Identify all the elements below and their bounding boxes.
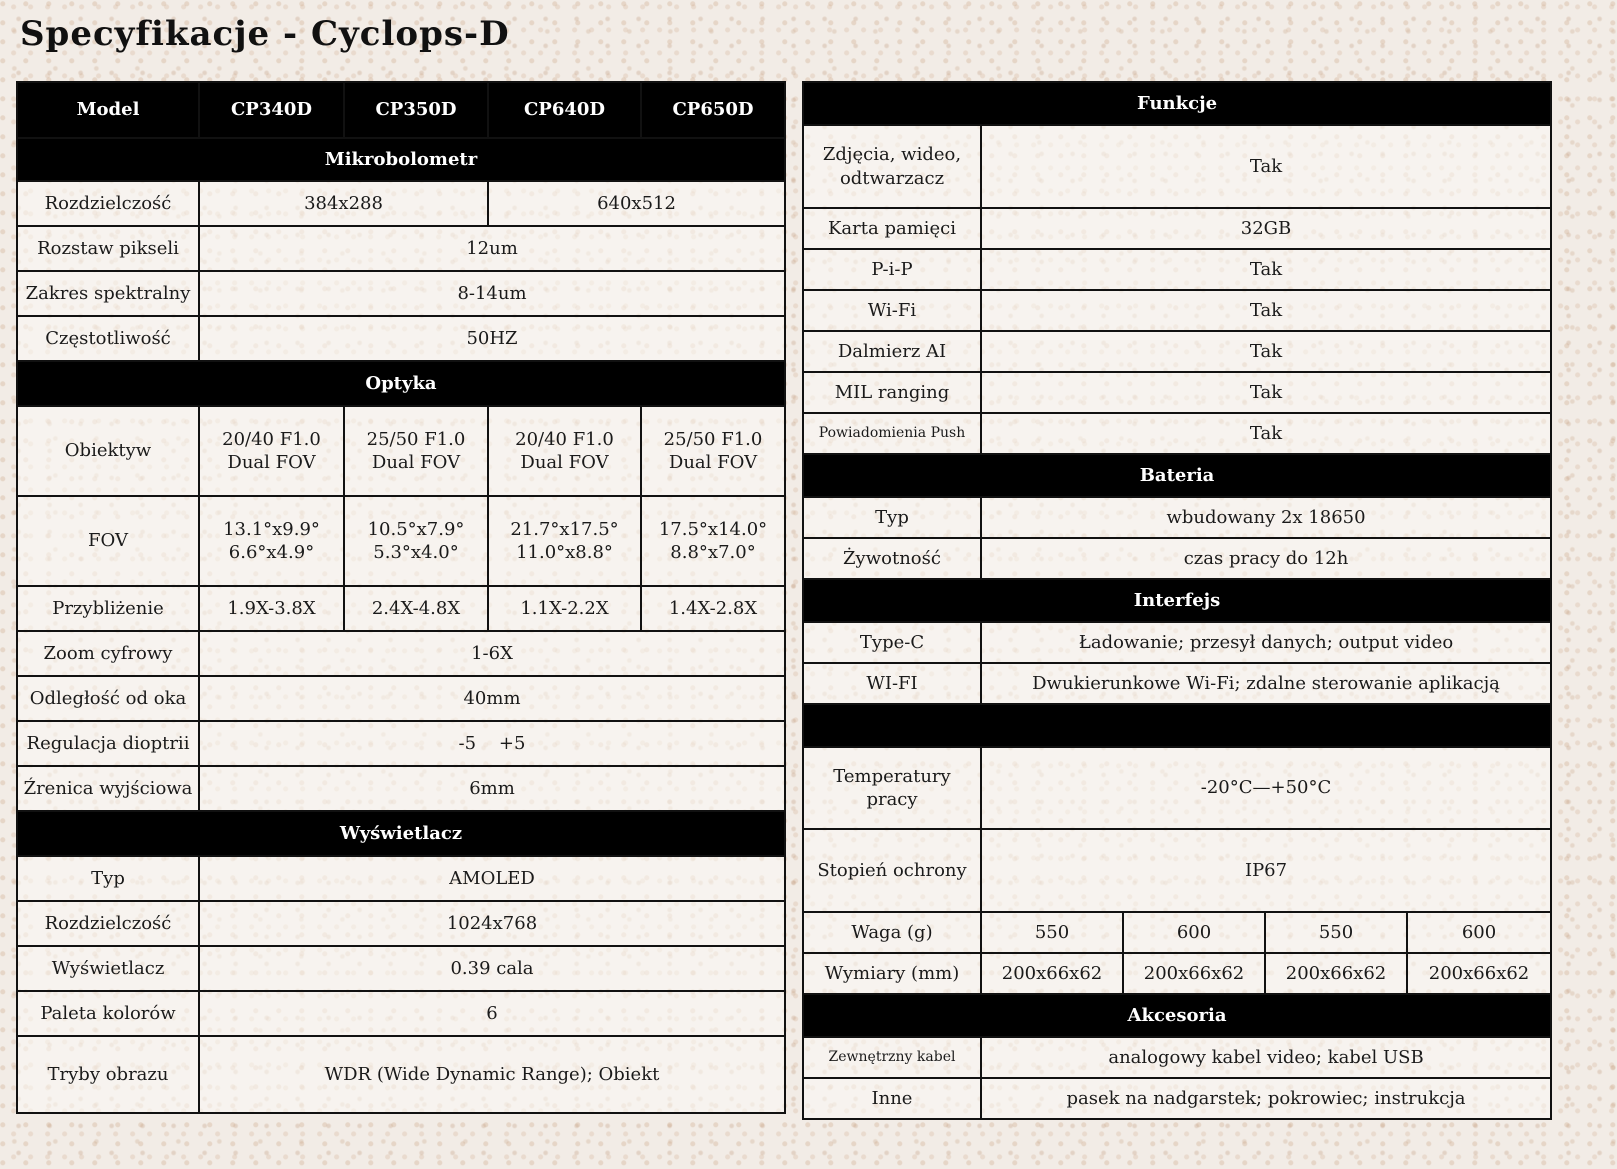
table-row (803, 413, 1551, 454)
row-label: WI-FI (803, 663, 981, 704)
cell-value: Tak (981, 249, 1551, 290)
cell-value: 550 (1265, 912, 1407, 953)
cell-value (344, 496, 488, 586)
section-header (17, 811, 785, 856)
cell-value: 1.4X-2.8X (641, 586, 785, 631)
section-funkcje: Funkcje (803, 82, 1551, 125)
table-row (803, 622, 1551, 663)
table-row (17, 676, 785, 721)
cell-line: 25/50 F1.0 (366, 428, 466, 450)
cell-line: 6.6°x4.9° (228, 542, 315, 563)
section-header (17, 138, 785, 181)
section-optyka: Optyka (17, 361, 785, 406)
cell-value: 6mm (199, 766, 785, 811)
cell-value (641, 406, 785, 496)
cell-value: 200x66x62 (1407, 953, 1551, 994)
cell-value: analogowy kabel video; kabel USB (981, 1037, 1551, 1078)
section-header (803, 454, 1551, 497)
row-label: Type-C (803, 622, 981, 663)
cell-line: 25/50 F1.0 (663, 428, 763, 450)
cell-value: -20°C—+50°C (981, 747, 1551, 829)
cell-value: 550 (981, 912, 1123, 953)
cell-value: WDR (Wide Dynamic Range); Obiekt (199, 1036, 785, 1113)
table-row (17, 271, 785, 316)
label-line: Temperatury (833, 765, 951, 787)
spec-table-left (16, 81, 786, 1114)
cell-value (199, 406, 344, 496)
cell-line: 20/40 F1.0 (515, 428, 614, 450)
cell-line: Dual FOV (668, 452, 758, 473)
row-label: FOV (17, 496, 199, 586)
table-row (803, 663, 1551, 704)
table-row (803, 1037, 1551, 1078)
row-label: Wi-Fi (803, 290, 981, 331)
cell-line: 13.1°x9.9° (223, 518, 320, 540)
cell-line: 20/40 F1.0 (222, 428, 321, 450)
row-label: Paleta kolorów (17, 991, 199, 1036)
row-label (803, 747, 981, 829)
cell-line: Dual FOV (371, 452, 461, 473)
spec-table-right (802, 81, 1552, 1120)
model-cp340d: CP340D (199, 82, 344, 138)
table-row (17, 901, 785, 946)
section-blank (803, 704, 1551, 747)
table-row (17, 766, 785, 811)
cell-value: 40mm (199, 676, 785, 721)
cell-value: IP67 (981, 829, 1551, 912)
cell-value: 0.39 cala (199, 946, 785, 991)
row-label: Karta pamięci (803, 208, 981, 249)
cell-value: Dwukierunkowe Wi-Fi; zdalne sterowanie aplikacją (981, 663, 1551, 704)
cell-value: 1-6X (199, 631, 785, 676)
label-line: Zdjęcia, wideo, (822, 144, 962, 166)
section-interfejs: Interfejs (803, 579, 1551, 622)
section-mikrobolometr: Mikrobolometr (17, 138, 785, 181)
table-row (803, 829, 1551, 912)
table-row (803, 290, 1551, 331)
section-bateria: Bateria (803, 454, 1551, 497)
cell-line: 10.5°x7.9° (367, 518, 465, 540)
table-row (803, 747, 1551, 829)
cell-value: 2.4X-4.8X (344, 586, 488, 631)
row-label: Zewnętrzny kabel (803, 1037, 981, 1078)
model-cp640d: CP640D (488, 82, 641, 138)
table-row (17, 226, 785, 271)
row-label: Zakres spektralny (17, 271, 199, 316)
cell-value: Tak (981, 331, 1551, 372)
cell-value: AMOLED (199, 856, 785, 901)
cell-value: 32GB (981, 208, 1551, 249)
table-row (17, 586, 785, 631)
cell-value: 384x288 (199, 181, 488, 226)
table-row (803, 497, 1551, 538)
row-label: P-i-P (803, 249, 981, 290)
row-label: Wyświetlacz (17, 946, 199, 991)
model-header: Model (17, 82, 199, 138)
cell-value: 6 (199, 991, 785, 1036)
cell-value: wbudowany 2x 18650 (981, 497, 1551, 538)
cell-line: 21.7°x17.5° (510, 518, 619, 540)
cell-value: 1024x768 (199, 901, 785, 946)
cell-line: 5.3°x4.0° (373, 542, 459, 563)
row-label: Stopień ochrony (803, 829, 981, 912)
row-label: Częstotliwość (17, 316, 199, 361)
row-label: Wymiary (mm) (803, 953, 981, 994)
row-label: Odległość od oka (17, 676, 199, 721)
section-wyswietlacz: Wyświetlacz (17, 811, 785, 856)
section-header (803, 579, 1551, 622)
cell-value: Tak (981, 372, 1551, 413)
cell-value: 200x66x62 (1123, 953, 1265, 994)
table-row (803, 912, 1551, 953)
row-label: Rozdzielczość (17, 901, 199, 946)
row-label: Rozdzielczość (17, 181, 199, 226)
cell-line: Dual FOV (227, 452, 316, 473)
cell-value (488, 406, 641, 496)
cell-value: 640x512 (488, 181, 785, 226)
section-header-empty (803, 704, 1551, 747)
row-label: Inne (803, 1078, 981, 1119)
cell-value: czas pracy do 12h (981, 538, 1551, 579)
row-label: Regulacja dioptrii (17, 721, 199, 766)
model-cp650d: CP650D (641, 82, 785, 138)
table-row (803, 331, 1551, 372)
table-row (17, 406, 785, 496)
label-line: odtwarzacz (839, 167, 945, 189)
table-row (17, 181, 785, 226)
label-line: pracy (866, 789, 918, 810)
page-title: Specyfikacje - Cyclops-D (20, 14, 510, 54)
cell-value: 1.1X-2.2X (488, 586, 641, 631)
cell-value: Tak (981, 290, 1551, 331)
row-label: Zoom cyfrowy (17, 631, 199, 676)
cell-value (344, 406, 488, 496)
row-label: Żywotność (803, 538, 981, 579)
table-row (803, 953, 1551, 994)
model-header-row (17, 82, 785, 138)
section-header (803, 82, 1551, 125)
row-label: Waga (g) (803, 912, 981, 953)
row-label: MIL ranging (803, 372, 981, 413)
cell-line: 17.5°x14.0° (658, 518, 768, 540)
model-cp350d: CP350D (344, 82, 488, 138)
cell-value: Tak (981, 413, 1551, 454)
table-row (803, 538, 1551, 579)
table-row (803, 372, 1551, 413)
row-label: Źrenica wyjściowa (17, 766, 199, 811)
table-row (803, 208, 1551, 249)
section-header (17, 361, 785, 406)
section-header (803, 994, 1551, 1037)
table-row (17, 316, 785, 361)
cell-value: 200x66x62 (981, 953, 1123, 994)
cell-value: pasek na nadgarstek; pokrowiec; instrukcja (981, 1078, 1551, 1119)
row-label (803, 125, 981, 208)
cell-value: Tak (981, 125, 1551, 208)
row-label: Rozstaw pikseli (17, 226, 199, 271)
row-label: Przybliżenie (17, 586, 199, 631)
cell-value: 600 (1123, 912, 1265, 953)
row-label: Dalmierz AI (803, 331, 981, 372)
row-label: Powiadomienia Push (803, 413, 981, 454)
table-row (803, 249, 1551, 290)
table-row (17, 721, 785, 766)
cell-value: -5 +5 (199, 721, 785, 766)
table-row (17, 496, 785, 586)
table-row (17, 946, 785, 991)
row-label: Typ (17, 856, 199, 901)
cell-value: 12um (199, 226, 785, 271)
section-akcesoria: Akcesoria (803, 994, 1551, 1037)
table-row (803, 1078, 1551, 1119)
row-label: Typ (803, 497, 981, 538)
row-label: Obiektyw (17, 406, 199, 496)
cell-value: 200x66x62 (1265, 953, 1407, 994)
cell-line: 11.0°x8.8° (516, 542, 613, 563)
cell-value (641, 496, 785, 586)
table-row (17, 631, 785, 676)
table-row (17, 991, 785, 1036)
cell-value: 1.9X-3.8X (199, 586, 344, 631)
table-row (17, 1036, 785, 1113)
cell-value: 8-14um (199, 271, 785, 316)
table-row (803, 125, 1551, 208)
row-label: Tryby obrazu (17, 1036, 199, 1113)
table-row (17, 856, 785, 901)
cell-value: Ładowanie; przesył danych; output video (981, 622, 1551, 663)
cell-line: Dual FOV (520, 452, 609, 473)
cell-line: 8.8°x7.0° (670, 542, 756, 563)
cell-value (488, 496, 641, 586)
cell-value: 50HZ (199, 316, 785, 361)
cell-value (199, 496, 344, 586)
cell-value: 600 (1407, 912, 1551, 953)
